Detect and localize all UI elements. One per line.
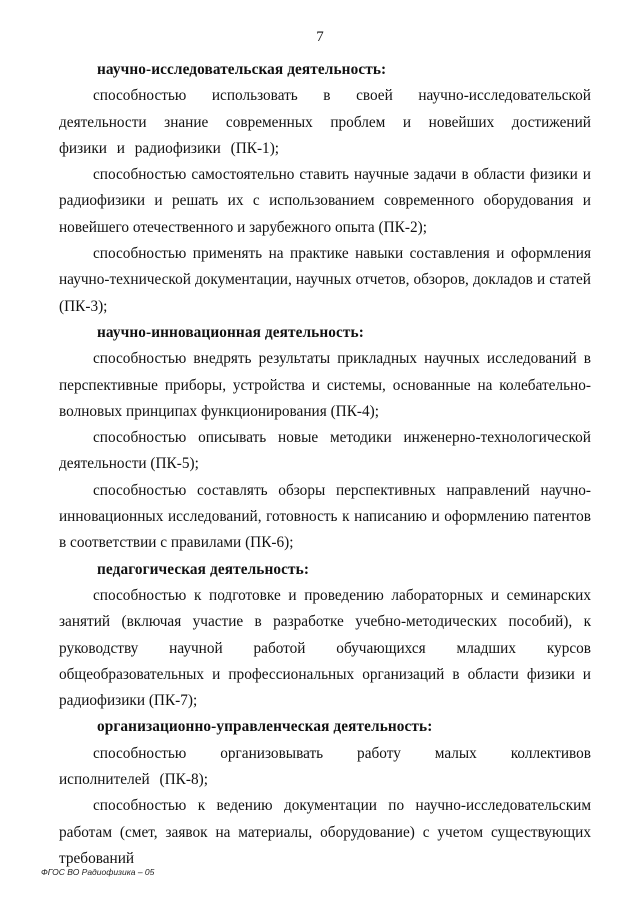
competency-pk1: способностью использовать в своей научно-исследовательской деятельности знание современных проблем и новейших достижений физики и радиофизики (ПК-1); (59, 87, 591, 157)
section-heading-research: научно-исследовательская деятельность: (97, 61, 387, 78)
competency-pk7: способностью к подготовке и проведению лабораторных и семинарских занятий (включая участие в разработке учебно-методических пособий), к руководству научной работой обучающихся младших курсов общеобразовательных и профессиональных организаций в области физики и радиофизики (ПК-7); (59, 586, 591, 710)
competency-pk8: способностью организовывать работу малых коллективов исполнителей (ПК-8); (59, 744, 591, 789)
competency-documentation: способностью к ведению документации по научно-исследовательским работам (смет, заявок на материалы, оборудование) с учетом существующих требований (59, 797, 591, 867)
section-heading-management: организационно-управленческая деятельность: (97, 718, 433, 736)
section-heading-innovation: научно-инновационная деятельность: (97, 323, 364, 341)
competency-pk4: способностью внедрять результаты прикладных научных исследований в перспективные приборы, устройства и системы, основанные на колебательно-волновых принципах функционирования (ПК-4); (59, 350, 591, 420)
section-heading-pedagogical: педагогическая деятельность: (97, 560, 310, 578)
page-footer: ФГОС ВО Радиофизика – 05 (41, 867, 155, 877)
competency-pk3: способностью применять на практике навыки составления и оформления научно-технической документации, научных отчетов, обзоров, докладов и статей (ПК-3); (59, 245, 591, 315)
document-body (59, 57, 591, 872)
competency-pk6: способностью составлять обзоры перспективных направлений научно-инновационных исследований, готовность к написанию и оформлению патентов в соответствии с правилами (ПК-6); (59, 481, 591, 552)
competency-pk5: способностью описывать новые методики инженерно-технологической деятельности (ПК-5); (59, 429, 591, 473)
page-number: 7 (316, 29, 324, 45)
competency-pk2: способностью самостоятельно ставить научные задачи в области физики и радиофизики и решать их с использованием современного оборудования и новейшего отечественного и зарубежного опыта (ПК-2); (59, 166, 591, 236)
